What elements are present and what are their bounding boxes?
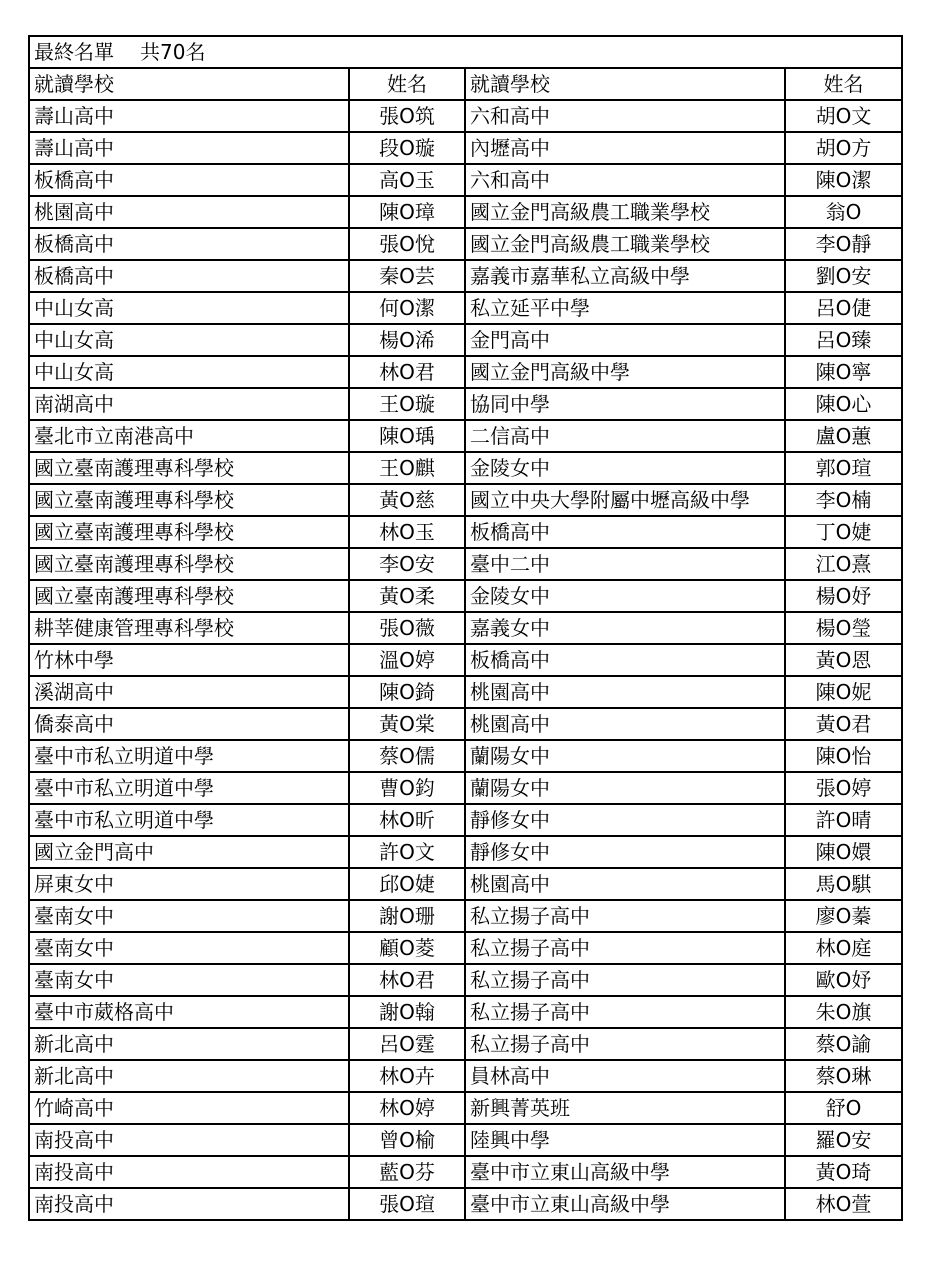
name-left-cell: 楊O浠 xyxy=(349,324,465,356)
table-row xyxy=(29,868,902,900)
name-right-cell: 劉O安 xyxy=(785,260,902,292)
name-right-cell: 馬O騏 xyxy=(785,868,902,900)
table-row xyxy=(29,516,902,548)
name-right-cell: 丁O婕 xyxy=(785,516,902,548)
name-right-cell: 蔡O諭 xyxy=(785,1028,902,1060)
school-right-cell: 六和高中 xyxy=(465,164,785,196)
name-right-cell: 張O婷 xyxy=(785,772,902,804)
school-left-cell: 新北高中 xyxy=(29,1060,349,1092)
school-left-cell: 南投高中 xyxy=(29,1156,349,1188)
school-right-cell: 國立金門高級農工職業學校 xyxy=(465,228,785,260)
school-left-cell: 臺北市立南港高中 xyxy=(29,420,349,452)
name-left-cell: 溫O婷 xyxy=(349,644,465,676)
table-row xyxy=(29,228,902,260)
name-left-cell: 陳O璋 xyxy=(349,196,465,228)
school-left-cell: 板橋高中 xyxy=(29,260,349,292)
name-right-cell: 黃O琦 xyxy=(785,1156,902,1188)
school-right-cell: 蘭陽女中 xyxy=(465,772,785,804)
name-left-cell: 陳O瑀 xyxy=(349,420,465,452)
name-left-cell: 林O昕 xyxy=(349,804,465,836)
school-left-cell: 壽山高中 xyxy=(29,132,349,164)
name-left-cell: 黃O柔 xyxy=(349,580,465,612)
table-row xyxy=(29,772,902,804)
school-right-cell: 桃園高中 xyxy=(465,708,785,740)
title-cell xyxy=(29,36,902,68)
name-left-cell: 顧O菱 xyxy=(349,932,465,964)
school-right-cell: 靜修女中 xyxy=(465,804,785,836)
school-right-cell: 靜修女中 xyxy=(465,836,785,868)
name-left-cell: 王O璇 xyxy=(349,388,465,420)
name-left-cell: 林O君 xyxy=(349,356,465,388)
name-right-cell: 廖O蓁 xyxy=(785,900,902,932)
name-right-cell: 楊O妤 xyxy=(785,580,902,612)
name-left-cell: 藍O芬 xyxy=(349,1156,465,1188)
school-left-cell: 國立臺南護理專科學校 xyxy=(29,484,349,516)
name-left-cell: 黃O棠 xyxy=(349,708,465,740)
name-right-cell: 呂O倢 xyxy=(785,292,902,324)
table-row xyxy=(29,1060,902,1092)
school-right-cell: 國立金門高級中學 xyxy=(465,356,785,388)
table-row xyxy=(29,1188,902,1220)
school-left-cell: 中山女高 xyxy=(29,292,349,324)
school-left-cell: 臺南女中 xyxy=(29,964,349,996)
name-right-cell: 歐O妤 xyxy=(785,964,902,996)
table-row xyxy=(29,580,902,612)
name-right-cell: 江O熹 xyxy=(785,548,902,580)
table-row xyxy=(29,100,902,132)
school-right-cell: 臺中市立東山高級中學 xyxy=(465,1188,785,1220)
roster-table xyxy=(28,35,903,1221)
table-row xyxy=(29,644,902,676)
name-right-cell: 舒O xyxy=(785,1092,902,1124)
school-left-cell: 中山女高 xyxy=(29,324,349,356)
school-right-cell: 私立延平中學 xyxy=(465,292,785,324)
name-left-cell: 蔡O儒 xyxy=(349,740,465,772)
name-left-cell: 段O璇 xyxy=(349,132,465,164)
school-right-cell: 金陵女中 xyxy=(465,580,785,612)
school-right-cell: 嘉義女中 xyxy=(465,612,785,644)
table-row xyxy=(29,1092,902,1124)
name-right-cell: 胡O文 xyxy=(785,100,902,132)
table-row xyxy=(29,324,902,356)
name-right-cell: 盧O蕙 xyxy=(785,420,902,452)
table-row xyxy=(29,932,902,964)
school-left-cell: 南投高中 xyxy=(29,1188,349,1220)
school-right-cell: 私立揚子高中 xyxy=(465,932,785,964)
name-right-cell: 李O楠 xyxy=(785,484,902,516)
name-right-cell: 林O萱 xyxy=(785,1188,902,1220)
table-row xyxy=(29,196,902,228)
name-right-cell: 陳O心 xyxy=(785,388,902,420)
name-left-cell: 呂O霆 xyxy=(349,1028,465,1060)
roster-body xyxy=(29,36,902,1220)
school-left-cell: 屏東女中 xyxy=(29,868,349,900)
school-right-cell: 私立揚子高中 xyxy=(465,900,785,932)
name-left-cell: 林O玉 xyxy=(349,516,465,548)
table-row xyxy=(29,420,902,452)
name-right-cell: 郭O瑄 xyxy=(785,452,902,484)
table-row xyxy=(29,1028,902,1060)
table-row xyxy=(29,676,902,708)
name-left-cell: 張O瑄 xyxy=(349,1188,465,1220)
name-right-cell: 羅O安 xyxy=(785,1124,902,1156)
name-right-cell: 陳O寧 xyxy=(785,356,902,388)
school-right-cell: 臺中市立東山高級中學 xyxy=(465,1156,785,1188)
list-title: 最終名單 xyxy=(34,40,114,64)
school-right-cell: 板橋高中 xyxy=(465,516,785,548)
name-right-cell: 陳O妮 xyxy=(785,676,902,708)
name-left-cell: 高O玉 xyxy=(349,164,465,196)
name-right-cell: 胡O方 xyxy=(785,132,902,164)
name-right-cell: 陳O潔 xyxy=(785,164,902,196)
table-row xyxy=(29,452,902,484)
school-right-cell: 私立揚子高中 xyxy=(465,1028,785,1060)
name-right-cell: 陳O怡 xyxy=(785,740,902,772)
school-right-cell: 桃園高中 xyxy=(465,676,785,708)
school-left-cell: 臺中市私立明道中學 xyxy=(29,804,349,836)
school-right-cell: 板橋高中 xyxy=(465,644,785,676)
table-row xyxy=(29,356,902,388)
school-right-cell: 員林高中 xyxy=(465,1060,785,1092)
school-left-cell: 國立臺南護理專科學校 xyxy=(29,452,349,484)
table-row xyxy=(29,1124,902,1156)
table-row xyxy=(29,548,902,580)
name-right-cell: 黃O君 xyxy=(785,708,902,740)
name-right-cell: 蔡O琳 xyxy=(785,1060,902,1092)
school-left-cell: 板橋高中 xyxy=(29,228,349,260)
name-left-cell: 林O婷 xyxy=(349,1092,465,1124)
header-name-right: 姓名 xyxy=(785,68,902,100)
table-row xyxy=(29,996,902,1028)
name-right-cell: 朱O旗 xyxy=(785,996,902,1028)
table-row xyxy=(29,964,902,996)
name-right-cell: 許O晴 xyxy=(785,804,902,836)
name-left-cell: 王O麒 xyxy=(349,452,465,484)
school-right-cell: 國立中央大學附屬中壢高級中學 xyxy=(465,484,785,516)
name-right-cell: 李O靜 xyxy=(785,228,902,260)
table-row xyxy=(29,484,902,516)
name-left-cell: 許O文 xyxy=(349,836,465,868)
name-right-cell: 呂O臻 xyxy=(785,324,902,356)
name-left-cell: 林O君 xyxy=(349,964,465,996)
school-left-cell: 板橋高中 xyxy=(29,164,349,196)
table-row xyxy=(29,740,902,772)
table-row xyxy=(29,708,902,740)
school-left-cell: 僑泰高中 xyxy=(29,708,349,740)
name-left-cell: 謝O翰 xyxy=(349,996,465,1028)
table-row xyxy=(29,292,902,324)
school-right-cell: 內壢高中 xyxy=(465,132,785,164)
table-row xyxy=(29,612,902,644)
table-row xyxy=(29,900,902,932)
name-left-cell: 邱O婕 xyxy=(349,868,465,900)
table-row xyxy=(29,804,902,836)
table-row xyxy=(29,132,902,164)
table-row xyxy=(29,1156,902,1188)
school-right-cell: 陸興中學 xyxy=(465,1124,785,1156)
table-row xyxy=(29,164,902,196)
school-left-cell: 臺南女中 xyxy=(29,900,349,932)
name-left-cell: 張O薇 xyxy=(349,612,465,644)
name-left-cell: 謝O珊 xyxy=(349,900,465,932)
name-left-cell: 張O悅 xyxy=(349,228,465,260)
school-right-cell: 金陵女中 xyxy=(465,452,785,484)
table-row xyxy=(29,836,902,868)
school-left-cell: 臺中市葳格高中 xyxy=(29,996,349,1028)
school-left-cell: 臺南女中 xyxy=(29,932,349,964)
school-right-cell: 協同中學 xyxy=(465,388,785,420)
school-left-cell: 中山女高 xyxy=(29,356,349,388)
school-left-cell: 桃園高中 xyxy=(29,196,349,228)
header-school-right: 就讀學校 xyxy=(465,68,785,100)
school-right-cell: 桃園高中 xyxy=(465,868,785,900)
name-left-cell: 何O潔 xyxy=(349,292,465,324)
school-left-cell: 國立臺南護理專科學校 xyxy=(29,548,349,580)
name-left-cell: 秦O芸 xyxy=(349,260,465,292)
school-right-cell: 蘭陽女中 xyxy=(465,740,785,772)
name-right-cell: 陳O嬛 xyxy=(785,836,902,868)
school-left-cell: 新北高中 xyxy=(29,1028,349,1060)
school-right-cell: 新興菁英班 xyxy=(465,1092,785,1124)
name-left-cell: 曾O榆 xyxy=(349,1124,465,1156)
school-right-cell: 六和高中 xyxy=(465,100,785,132)
school-right-cell: 國立金門高級農工職業學校 xyxy=(465,196,785,228)
name-left-cell: 曹O鈞 xyxy=(349,772,465,804)
name-right-cell: 楊O瑩 xyxy=(785,612,902,644)
name-right-cell: 黃O恩 xyxy=(785,644,902,676)
school-left-cell: 耕莘健康管理專科學校 xyxy=(29,612,349,644)
school-left-cell: 竹林中學 xyxy=(29,644,349,676)
name-left-cell: 李O安 xyxy=(349,548,465,580)
school-left-cell: 臺中市私立明道中學 xyxy=(29,740,349,772)
name-left-cell: 陳O錡 xyxy=(349,676,465,708)
school-left-cell: 溪湖高中 xyxy=(29,676,349,708)
school-right-cell: 私立揚子高中 xyxy=(465,964,785,996)
school-right-cell: 金門高中 xyxy=(465,324,785,356)
header-name-left: 姓名 xyxy=(349,68,465,100)
school-left-cell: 國立金門高中 xyxy=(29,836,349,868)
school-right-cell: 嘉義市嘉華私立高級中學 xyxy=(465,260,785,292)
total-count: 共70名 xyxy=(140,40,206,64)
name-right-cell: 林O庭 xyxy=(785,932,902,964)
name-left-cell: 林O卉 xyxy=(349,1060,465,1092)
school-left-cell: 南投高中 xyxy=(29,1124,349,1156)
name-left-cell: 張O筑 xyxy=(349,100,465,132)
table-row xyxy=(29,260,902,292)
table-row xyxy=(29,388,902,420)
header-school-left: 就讀學校 xyxy=(29,68,349,100)
title-row xyxy=(29,36,902,68)
name-left-cell: 黃O慈 xyxy=(349,484,465,516)
school-left-cell: 臺中市私立明道中學 xyxy=(29,772,349,804)
school-right-cell: 臺中二中 xyxy=(465,548,785,580)
school-right-cell: 二信高中 xyxy=(465,420,785,452)
school-right-cell: 私立揚子高中 xyxy=(465,996,785,1028)
name-right-cell: 翁O xyxy=(785,196,902,228)
school-left-cell: 國立臺南護理專科學校 xyxy=(29,580,349,612)
school-left-cell: 南湖高中 xyxy=(29,388,349,420)
school-left-cell: 竹崎高中 xyxy=(29,1092,349,1124)
header-row xyxy=(29,68,902,100)
school-left-cell: 國立臺南護理專科學校 xyxy=(29,516,349,548)
school-left-cell: 壽山高中 xyxy=(29,100,349,132)
